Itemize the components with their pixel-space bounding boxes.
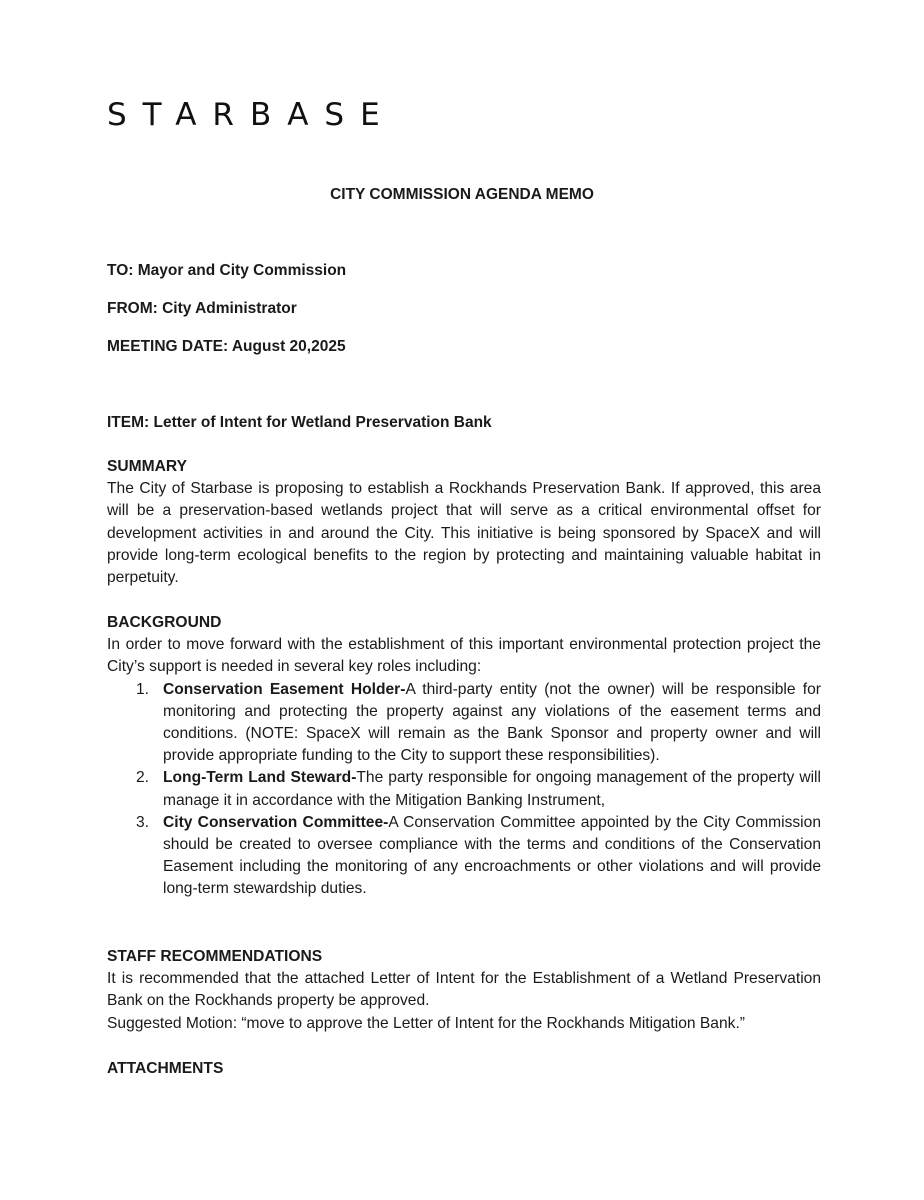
list-item-text: A Conservation Committee appointed by the City Commission should be created to oversee compliance with the terms and conditions of the Conservation Easement including the monitoring of any encroachments or other violations and will provide long-term stewardship duties. — [163, 813, 821, 898]
list-item-term: Conservation Easement Holder- — [163, 680, 406, 698]
summary-heading: SUMMARY — [107, 458, 187, 475]
staff-recommendations-heading: STAFF RECOMMENDATIONS — [107, 948, 323, 965]
staff-recommendations-text: It is recommended that the attached Letter of Intent for the Establishment of a Wetland Preservation Bank on the Rockhands property be approved. — [107, 970, 821, 1010]
list-item — [107, 767, 821, 811]
summary-text: The City of Starbase is proposing to establish a Rockhands Preservation Bank. If approved, this area will be a preservation-based wetlands project that will serve as a critical environmental offset for development activities in and around the City. This initiative is being sponsored by SpaceX and will provide long-term ecological benefits to the region by protecting and maintaining valuable habitat in perpetuity. — [107, 480, 821, 587]
list-item-number: 3. — [136, 813, 150, 831]
to-line: TO: Mayor and City Commission — [107, 262, 347, 279]
attachments-section — [107, 1058, 821, 1080]
list-item-text: The party responsible for ongoing management of the property will manage it in accordance with the Mitigation Banking Instrument, — [163, 769, 821, 809]
list-item — [107, 812, 821, 901]
list-item-term: City Conservation Committee- — [163, 813, 389, 831]
from-line: FROM: City Administrator — [107, 300, 297, 317]
starbase-logo: STARBASE — [107, 97, 396, 133]
attachments-heading: ATTACHMENTS — [107, 1060, 224, 1077]
list-item-text: A third-party entity (not the owner) will be responsible for monitoring and protecting the property against any violations of the easement terms and conditions. (NOTE: SpaceX will remain as the Bank Sponsor and property owner and will provide appropriate funding to the City to support these responsibilities). — [163, 680, 821, 765]
memo-title: CITY COMMISSION AGENDA MEMO — [330, 186, 594, 203]
list-item — [107, 679, 821, 768]
item-line: ITEM: Letter of Intent for Wetland Preservation Bank — [107, 414, 492, 431]
roles-list — [107, 679, 821, 901]
background-section — [107, 612, 821, 901]
summary-section — [107, 456, 821, 589]
list-item-number: 2. — [136, 769, 150, 787]
staff-recommendations-section — [107, 946, 821, 1035]
suggested-motion: Suggested Motion: “move to approve the Letter of Intent for the Rockhands Mitigation Bank.” — [107, 1014, 745, 1032]
background-intro: In order to move forward with the establishment of this important environmental protection project the City’s support is needed in several key roles including: — [107, 636, 821, 676]
background-heading: BACKGROUND — [107, 614, 222, 631]
list-item-number: 1. — [136, 680, 150, 698]
meeting-date-line: MEETING DATE: August 20,2025 — [107, 338, 346, 355]
list-item-term: Long-Term Land Steward- — [163, 769, 357, 787]
